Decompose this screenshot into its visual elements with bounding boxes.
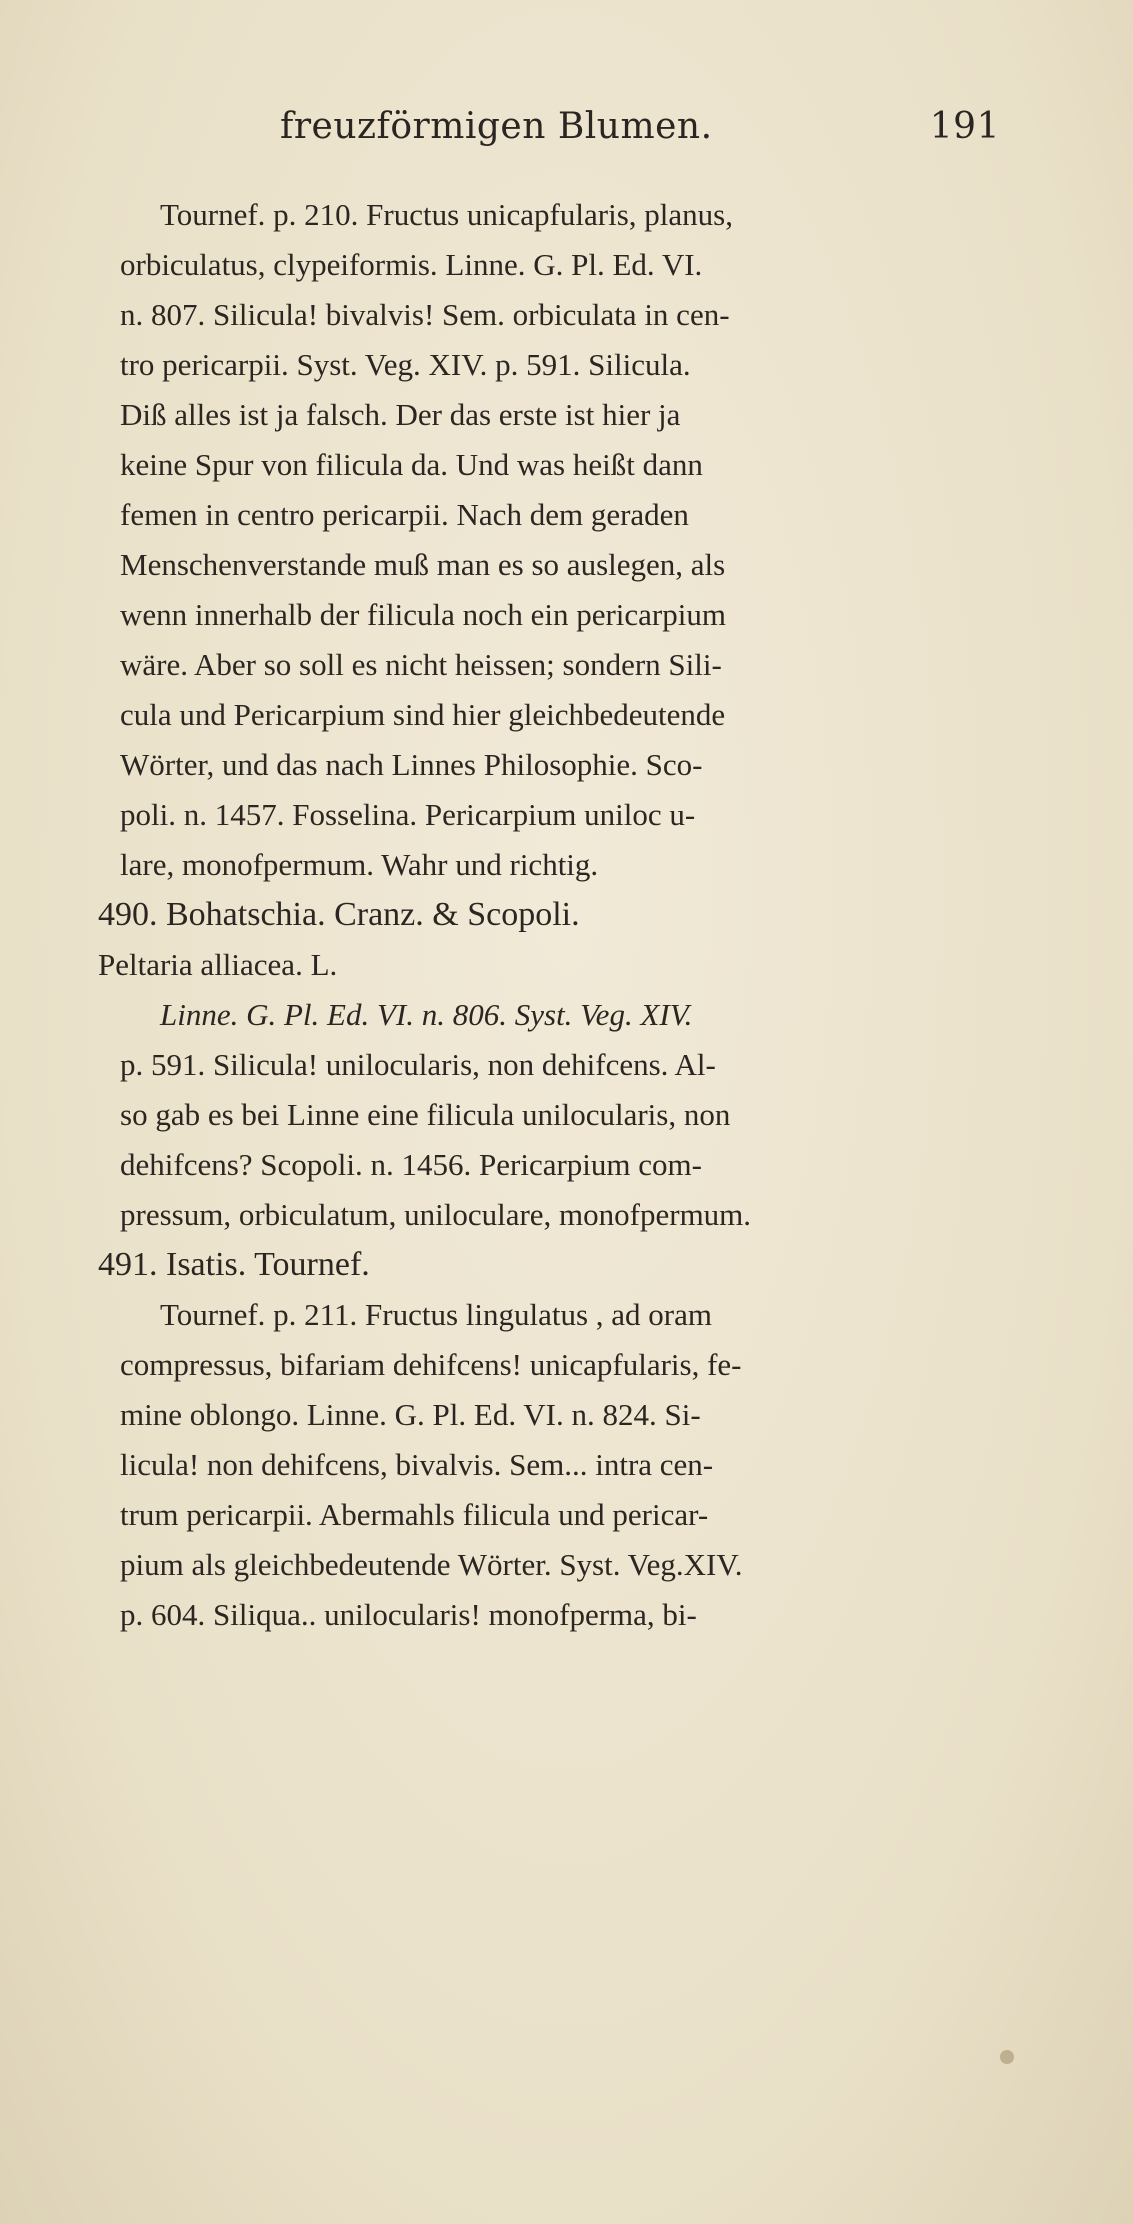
text-line: trum pericarpii. Abermahls filicula und pericar- xyxy=(120,1497,709,1532)
paper-stain xyxy=(1000,2050,1014,2064)
text-line: tro pericarpii. Syst. Veg. XIV. p. 591. Silicula. xyxy=(120,347,691,382)
text-line: cula und Pericarpium sind hier gleichbedeutende xyxy=(120,697,726,732)
text-line: n. 807. Silicula! bivalvis! Sem. orbiculata in cen- xyxy=(120,297,730,332)
page-header xyxy=(280,96,1000,156)
text-line: femen in centro pericarpii. Nach dem geraden xyxy=(120,497,689,532)
text-line: p. 591. Silicula! unilocularis, non dehifcens. Al- xyxy=(120,1047,716,1082)
text-line: Menschenverstande muß man es so auslegen, als xyxy=(120,547,726,582)
text-line: keine Spur von filicula da. Und was heißt dann xyxy=(120,447,703,482)
text-line: poli. n. 1457. Fosselina. Pericarpium uniloc u- xyxy=(120,797,696,832)
text-line: Linne. G. Pl. Ed. VI. n. 806. Syst. Veg. XIV. xyxy=(160,997,693,1032)
text-line: Diß alles ist ja falsch. Der das erste ist hier ja xyxy=(120,397,681,432)
text-line: lare, monofpermum. Wahr und richtig. xyxy=(120,847,599,882)
text-line: orbiculatus, clypeiformis. Linne. G. Pl. Ed. VI. xyxy=(120,247,703,282)
running-title: freuzförmigen Blumen. xyxy=(280,106,713,147)
text-line: Peltaria alliacea. L. xyxy=(98,947,338,982)
text-line: Tournef. p. 211. Fructus lingulatus , ad oram xyxy=(160,1297,713,1332)
text-line: wenn innerhalb der filicula noch ein pericarpium xyxy=(120,597,726,632)
text-line: p. 604. Siliqua.. unilocularis! monofperma, bi- xyxy=(120,1597,697,1632)
text-line: so gab es bei Linne eine filicula unilocularis, non xyxy=(120,1097,731,1132)
text-line: pressum, orbiculatum, uniloculare, monofpermum. xyxy=(120,1197,752,1232)
text-line: pium als gleichbedeutende Wörter. Syst. Veg.XIV. xyxy=(120,1547,743,1582)
text-line: licula! non dehifcens, bivalvis. Sem... intra cen- xyxy=(120,1447,714,1482)
text-line: Wörter, und das nach Linnes Philosophie. Sco- xyxy=(120,747,703,782)
text-line: wäre. Aber so soll es nicht heissen; sondern Sili- xyxy=(120,647,722,682)
text-line: compressus, bifariam dehifcens! unicapfularis, fe- xyxy=(120,1347,742,1382)
page-number: 191 xyxy=(929,106,1000,147)
text-line: Tournef. p. 210. Fructus unicapfularis, planus, xyxy=(160,197,733,232)
text-line: dehifcens? Scopoli. n. 1456. Pericarpium com- xyxy=(120,1147,702,1182)
entry-heading: 491. Isatis. Tournef. xyxy=(98,1246,370,1283)
text-line: mine oblongo. Linne. G. Pl. Ed. VI. n. 824. Si- xyxy=(120,1397,701,1432)
body-text xyxy=(98,190,1020,1640)
entry-heading: 490. Bohatschia. Cranz. & Scopoli. xyxy=(98,896,580,933)
